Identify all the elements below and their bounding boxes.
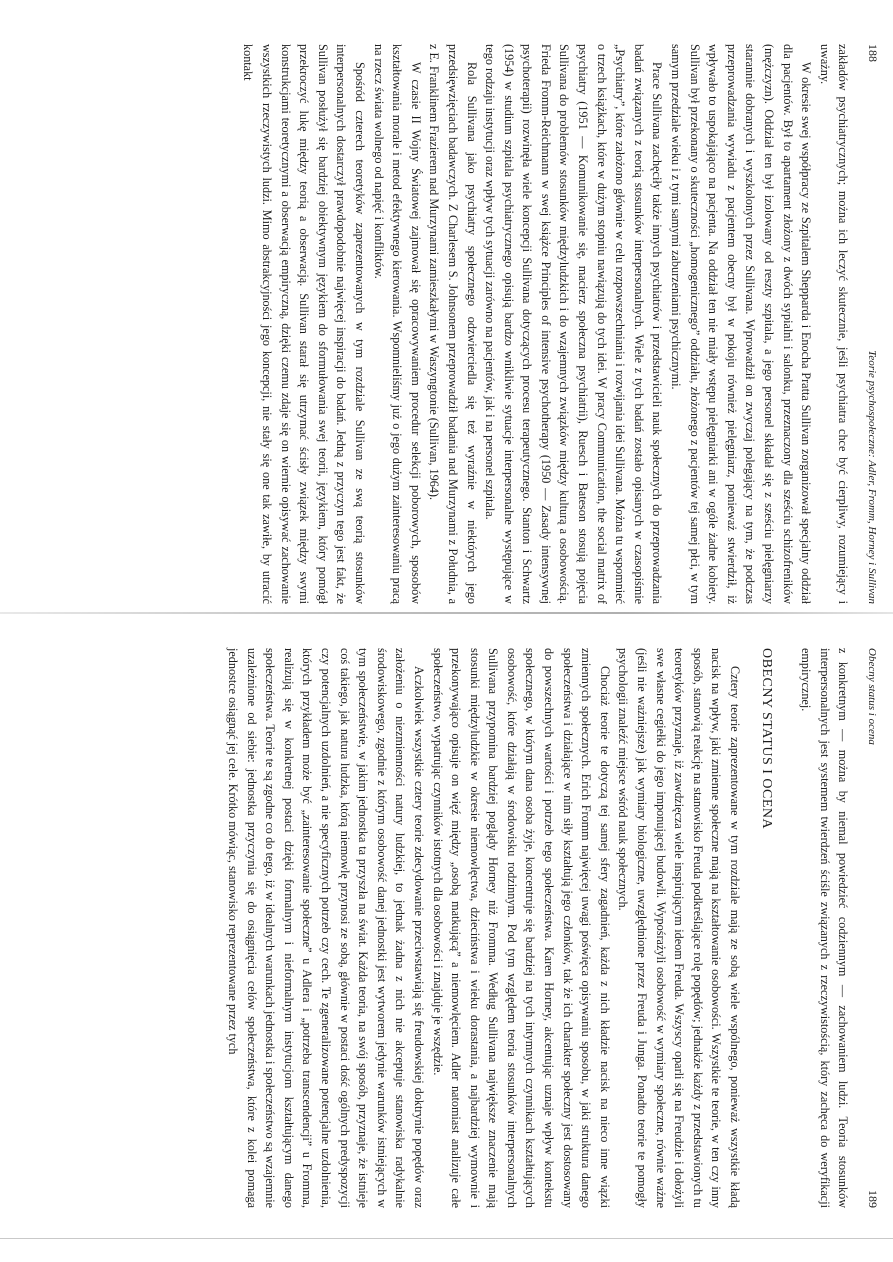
right-page-number: 189 xyxy=(866,1190,880,1208)
paragraph: W czasie II Wojny Światowej zajmował się opracowywaniem procedur selekcji poborowych, sposobów kształtowania morale i metod efektywnego kierowania. Wspomnieliśmy już o jego dużym zainteresowaniu pracą na rzecz świata wolnego od napięć i konfliktów. xyxy=(371,44,423,604)
left-running-title: Teorie psychospołeczne: Adler, Fromm, Horney i Sullivan xyxy=(866,350,878,604)
paragraph: zakładów psychiatrycznych; można ich leczyć skutecznie, jeśli psychiatra chce być cierpliwy, rozumiejący i uważny. xyxy=(817,44,851,604)
paragraph: Rola Sullivana jako psychiatry społecznego odzwierciedla się też wyraźnie w niektórych jego przedsięwzięciach badawczych. Z Charlesem S. Johnsonem przeprowadził badania nad Murzynami z Południa, a z E. Franklinem Frazierem nad Murzynami zamieszkałymi w Waszyngtonie (Sullivan, 1964). xyxy=(427,44,479,604)
section-heading: OBECNY STATUS I OCENA xyxy=(758,648,774,830)
paragraph: Chociaż teorie te dotyczą tej samej sfery zagadnień, każda z nich kładzie nacisk na nieco inne wiązki zmiennych społecznych. Erich Fromm najwięcej uwagi poświęca opisywaniu sposobu, w jaki struktura danego społeczeństwa i działające w nim siły kształtują jego członków, tak że ich charakter społeczny jest dostosowany do powszechnych wartości i potrzeb tego społeczeństwa. Karen Horney, akcentując uznaje wpływ kontekstu społecznego, w którym dana osoba żyje, koncentruje się bardziej na tych intymnych czynnikach kształtujących osobowość, które działają w środowisku rodzinnym. Pod tym względem teoria stosunków interpersonalnych Sullivana przypomina bardziej poglądy Horney niż Fromma. Według Sullivana największe znaczenie mają stosunki międzyludzkie w okresie niemowlęctwa, dzieciństwa i wieku dorastania, a najbardziej wymownie i przekonywająco opisuje on więź między „osobą matkującą” a niemowlęciem. Adler natomiast analizuje całe społeczeństwo, wypatrując czynników istotnych dla osobowości i znajduje je wszędzie. xyxy=(430,648,612,1208)
left-page xyxy=(239,44,882,604)
right-running-title: Obecny status i ocena xyxy=(866,648,878,745)
left-page-number: 188 xyxy=(866,44,880,62)
left-running-head xyxy=(862,44,882,604)
paragraph: Aczkolwiek wszystkie cztery teorie zdecydowanie przeciwstawiają się freudowskiej doktrynie popędów oraz założeniu o niezmienności natury ludzkiej, to jednak żadna z nich nie akceptuje stanowiska radykalnie środowiskowego, zgodnie z którym osobowość danej jednostki jest wytworem jedynie warunków istniejących w tym społeczeństwie, w jakim jednostka ta przyszła na świat. Każda teoria, na swój sposób, przyznaje, że istnieje coś takiego, jak natura ludzka, którą niemowlę przynosi ze sobą, głównie w postaci dość ogólnych predyspozycji czy potencjalnych uzdolnień, a nie specyficznych potrzeb czy cech. Te zgeneralizowane potencjalne uzdolnienia, których przykładem może być „zainteresowanie społeczne” u Adlera i „potrzeba transcendencji” u Fromma, realizują się w konkretnej postaci dzięki formalnym i nieformalnym instytucjom kształtującym danego społeczeństwa. Teorie te są zgodne co do tego, iż w idealnych warunkach jednostka i społeczeństwo są wzajemnie uzależnione od siebie: jednostka przyczynia się do osiągnięcia celów społeczeństwa, które z kolei pomaga jednostce osiągnąć jej cele. Krótko mówiąc, stanowisko reprezentowane przez tych xyxy=(226,648,426,1208)
right-page xyxy=(223,648,882,1208)
page-fold-divider xyxy=(0,612,893,614)
paragraph: Prace Sullivana zachęciły także innych psychiatrów i przedstawicieli nauk społecznych do przeprowadzania badań związanych z teorią stosunków interpersonalnych. Wiele z tych badań zostało opisanych w czasopiśmie „Psychiatry”, które założono głównie w celu rozpowszechniania i rozwijania idei Sullivana. Można tu wspomnieć o trzech książkach, które w dużym stopniu nawiązują do tych idei. W pracy Communication, the social matrix of psychiatry (1951 — Komunikowanie się, macierz społeczna psychiatrii), Ruesch i Bateson stosują pojęcia Sullivana do problemów stosunków międzyludzkich i do wzajemnych związków między kulturą a osobowością. Frieda Fromm-Reichmann w swej książce Principles of intensive psychotherapy (1950 — Zasady intensywnej psychoterapii) rozwinęła wiele koncepcji Sullivana dotyczących procesu terapeutycznego. Stanton i Schwartz (1954) w studium szpitala psychiatrycznego opisują bardzo wnikliwie sytuacje interpersonalne występujące w tego rodzaju instytucji oraz wpływ tych sytuacji zarówno na pacjentów, jak i na personel szpitala. xyxy=(483,44,665,604)
right-running-head xyxy=(862,648,882,1208)
paragraph: W okresie swej współpracy ze Szpitalem Shepparda i Enocha Pratta Sullivan zorganizował specjalny oddział dla pacjentów. Był to apartament złożony z dwóch sypialni i salonku, przeznaczony dla sześciu schizofreników (mężczyzn). Oddział ten był izolowany od reszty szpitala, a jego personel składał się z sześciu pielęgniarzy starannie dobranych i wyszkolonych przez Sullivana. Wprowadził on zwyczaj polegający na tym, że podczas przeprowadzania wywiadu z pacjentem obecny był w pokoju również pielęgniarz, ponieważ stwierdził, iż wpływało to uspokajająco na pacjenta. Na oddział ten nie miały wstępu pielęgniarki ani w ogóle żadne kobiety. Sullivan był przekonany o skuteczności „homogenicznego” oddziału, złożonego z pacjentów tej samej płci, w tym samym przedziale wieku i z tymi samymi zaburzeniami psychicznymi. xyxy=(669,44,814,604)
paragraph: z konkretnym — można by niemal powiedzieć codziennym — zachowaniem ludzi. Teoria stosunków interpersonalnych jest systemem twierdzeń ściśle związanych z rzeczywistością, który zachęca do weryfikacji empirycznej. xyxy=(799,648,851,1208)
bottom-page-edge xyxy=(0,1238,893,1239)
paragraph: Cztery teorie zaprezentowane w tym rozdziale mają ze sobą wiele wspólnego, ponieważ wszystkie kładą nacisk na wpływ, jaki zmienne społeczne mają na kształtowanie osobowości. Wszystkie te teorie, w ten czy inny sposób, stanowią reakcję na stanowisko Freuda podkreślające rolę popędów; jednakże każdy z przedstawionych tu teoretyków przyznaje, iż zawdzięcza wiele inspirującym ideom Freuda. Wszyscy oparli się na Freudzie i dołożyli swe własne cegiełki do jego imponującej budowli. Wypośrażyli osobowość w wymiary społeczne, równie ważne (jeśli nie ważniejsze) jak wymiary biologiczne, uwzględnione przez Freuda i Junga. Ponadto teorie te pomogły psychologii znaleźć miejsce wśród nauk społecznych. xyxy=(616,648,743,1208)
paragraph: Spośród czterech teoretyków zaprezentowanych w tym rozdziale Sullivan ze swą teorią stosunków interpersonalnych dostarczył prawdopodobnie najwięcej inspiracji do badań. Jedną z przyczyn tego jest fakt, że Sullivan posłużył się bardziej obiektywnym językiem do sformułowania swej teorii, językiem, który pomógł przekroczyć lukę między teorią a obserwacją. Sullivan starał się utrzymać ścisły związek między swymi konstrukcjami teoretycznymi a obserwacją empiryczną, dzięki czemu zdaje się on wiernie opisywać zachowanie wszystkich rzeczywistych ludzi. Mimo abstrakcyjności jego koncepcji, nie stały się one tak zawiłe, by utracić kontakt xyxy=(241,44,367,604)
